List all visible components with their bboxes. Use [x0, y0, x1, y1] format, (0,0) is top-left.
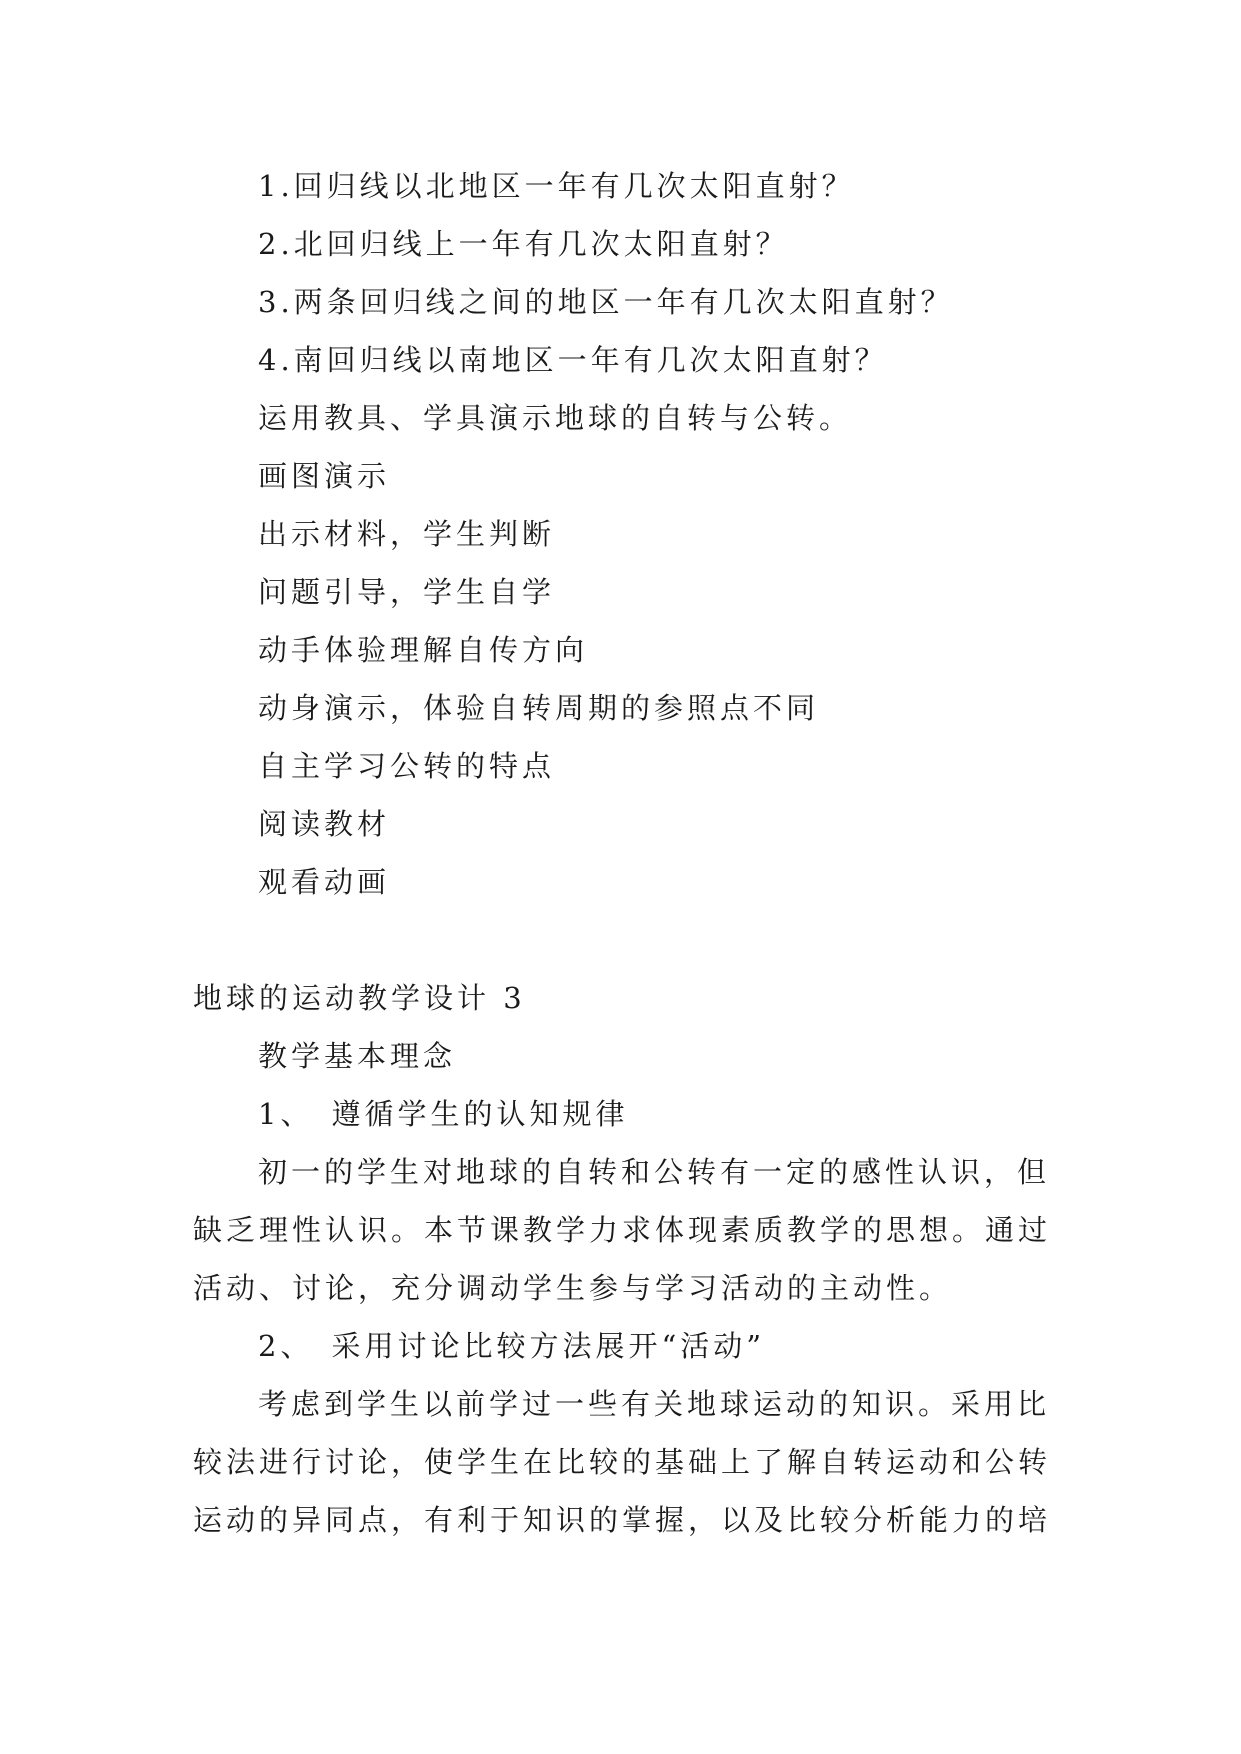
method-line: 阅读教材: [258, 807, 391, 841]
paragraph-2-line: 较法进行讨论，使学生在比较的基础上了解自转运动和公转: [193, 1445, 1052, 1479]
method-line: 动手体验理解自传方向: [258, 633, 589, 667]
point-2: [258, 1326, 765, 1366]
method-line: 观看动画: [258, 865, 391, 899]
point-2-number: 2、: [258, 1329, 314, 1363]
question-3: 3.两条回归线之间的地区一年有几次太阳直射？: [258, 285, 954, 319]
point-1-number: 1、: [258, 1097, 314, 1131]
section-subtitle: 教学基本理念: [258, 1039, 457, 1073]
paragraph-1-line: 活动、讨论，充分调动学生参与学习活动的主动性。: [193, 1271, 953, 1305]
point-2-text: 采用讨论比较方法展开“活动”: [331, 1329, 766, 1363]
method-line: 运用教具、学具演示地球的自转与公转。: [258, 401, 853, 435]
question-1: 1.回归线以北地区一年有几次太阳直射？: [258, 169, 855, 203]
paragraph-1-line: 初一的学生对地球的自转和公转有一定的感性认识，但: [258, 1155, 1051, 1189]
method-line: 问题引导，学生自学: [258, 575, 556, 609]
point-1: [258, 1094, 628, 1134]
paragraph-2-line: 考虑到学生以前学过一些有关地球运动的知识。采用比: [258, 1387, 1051, 1421]
question-2: 2.北回归线上一年有几次太阳直射？: [258, 227, 789, 261]
paragraph-2-line: 运动的异同点，有利于知识的掌握，以及比较分析能力的培: [193, 1503, 1052, 1537]
question-4: 4.南回归线以南地区一年有几次太阳直射？: [258, 343, 888, 377]
method-line: 出示材料，学生判断: [258, 517, 556, 551]
method-line: 画图演示: [258, 459, 391, 493]
point-1-text: 遵循学生的认知规律: [331, 1097, 629, 1131]
paragraph-1-line: 缺乏理性认识。本节课教学力求体现素质教学的思想。通过: [193, 1213, 1052, 1247]
method-line: 自主学习公转的特点: [258, 749, 556, 783]
section-title: 地球的运动教学设计 3: [193, 981, 526, 1015]
method-line: 动身演示，体验自转周期的参照点不同: [258, 691, 820, 725]
